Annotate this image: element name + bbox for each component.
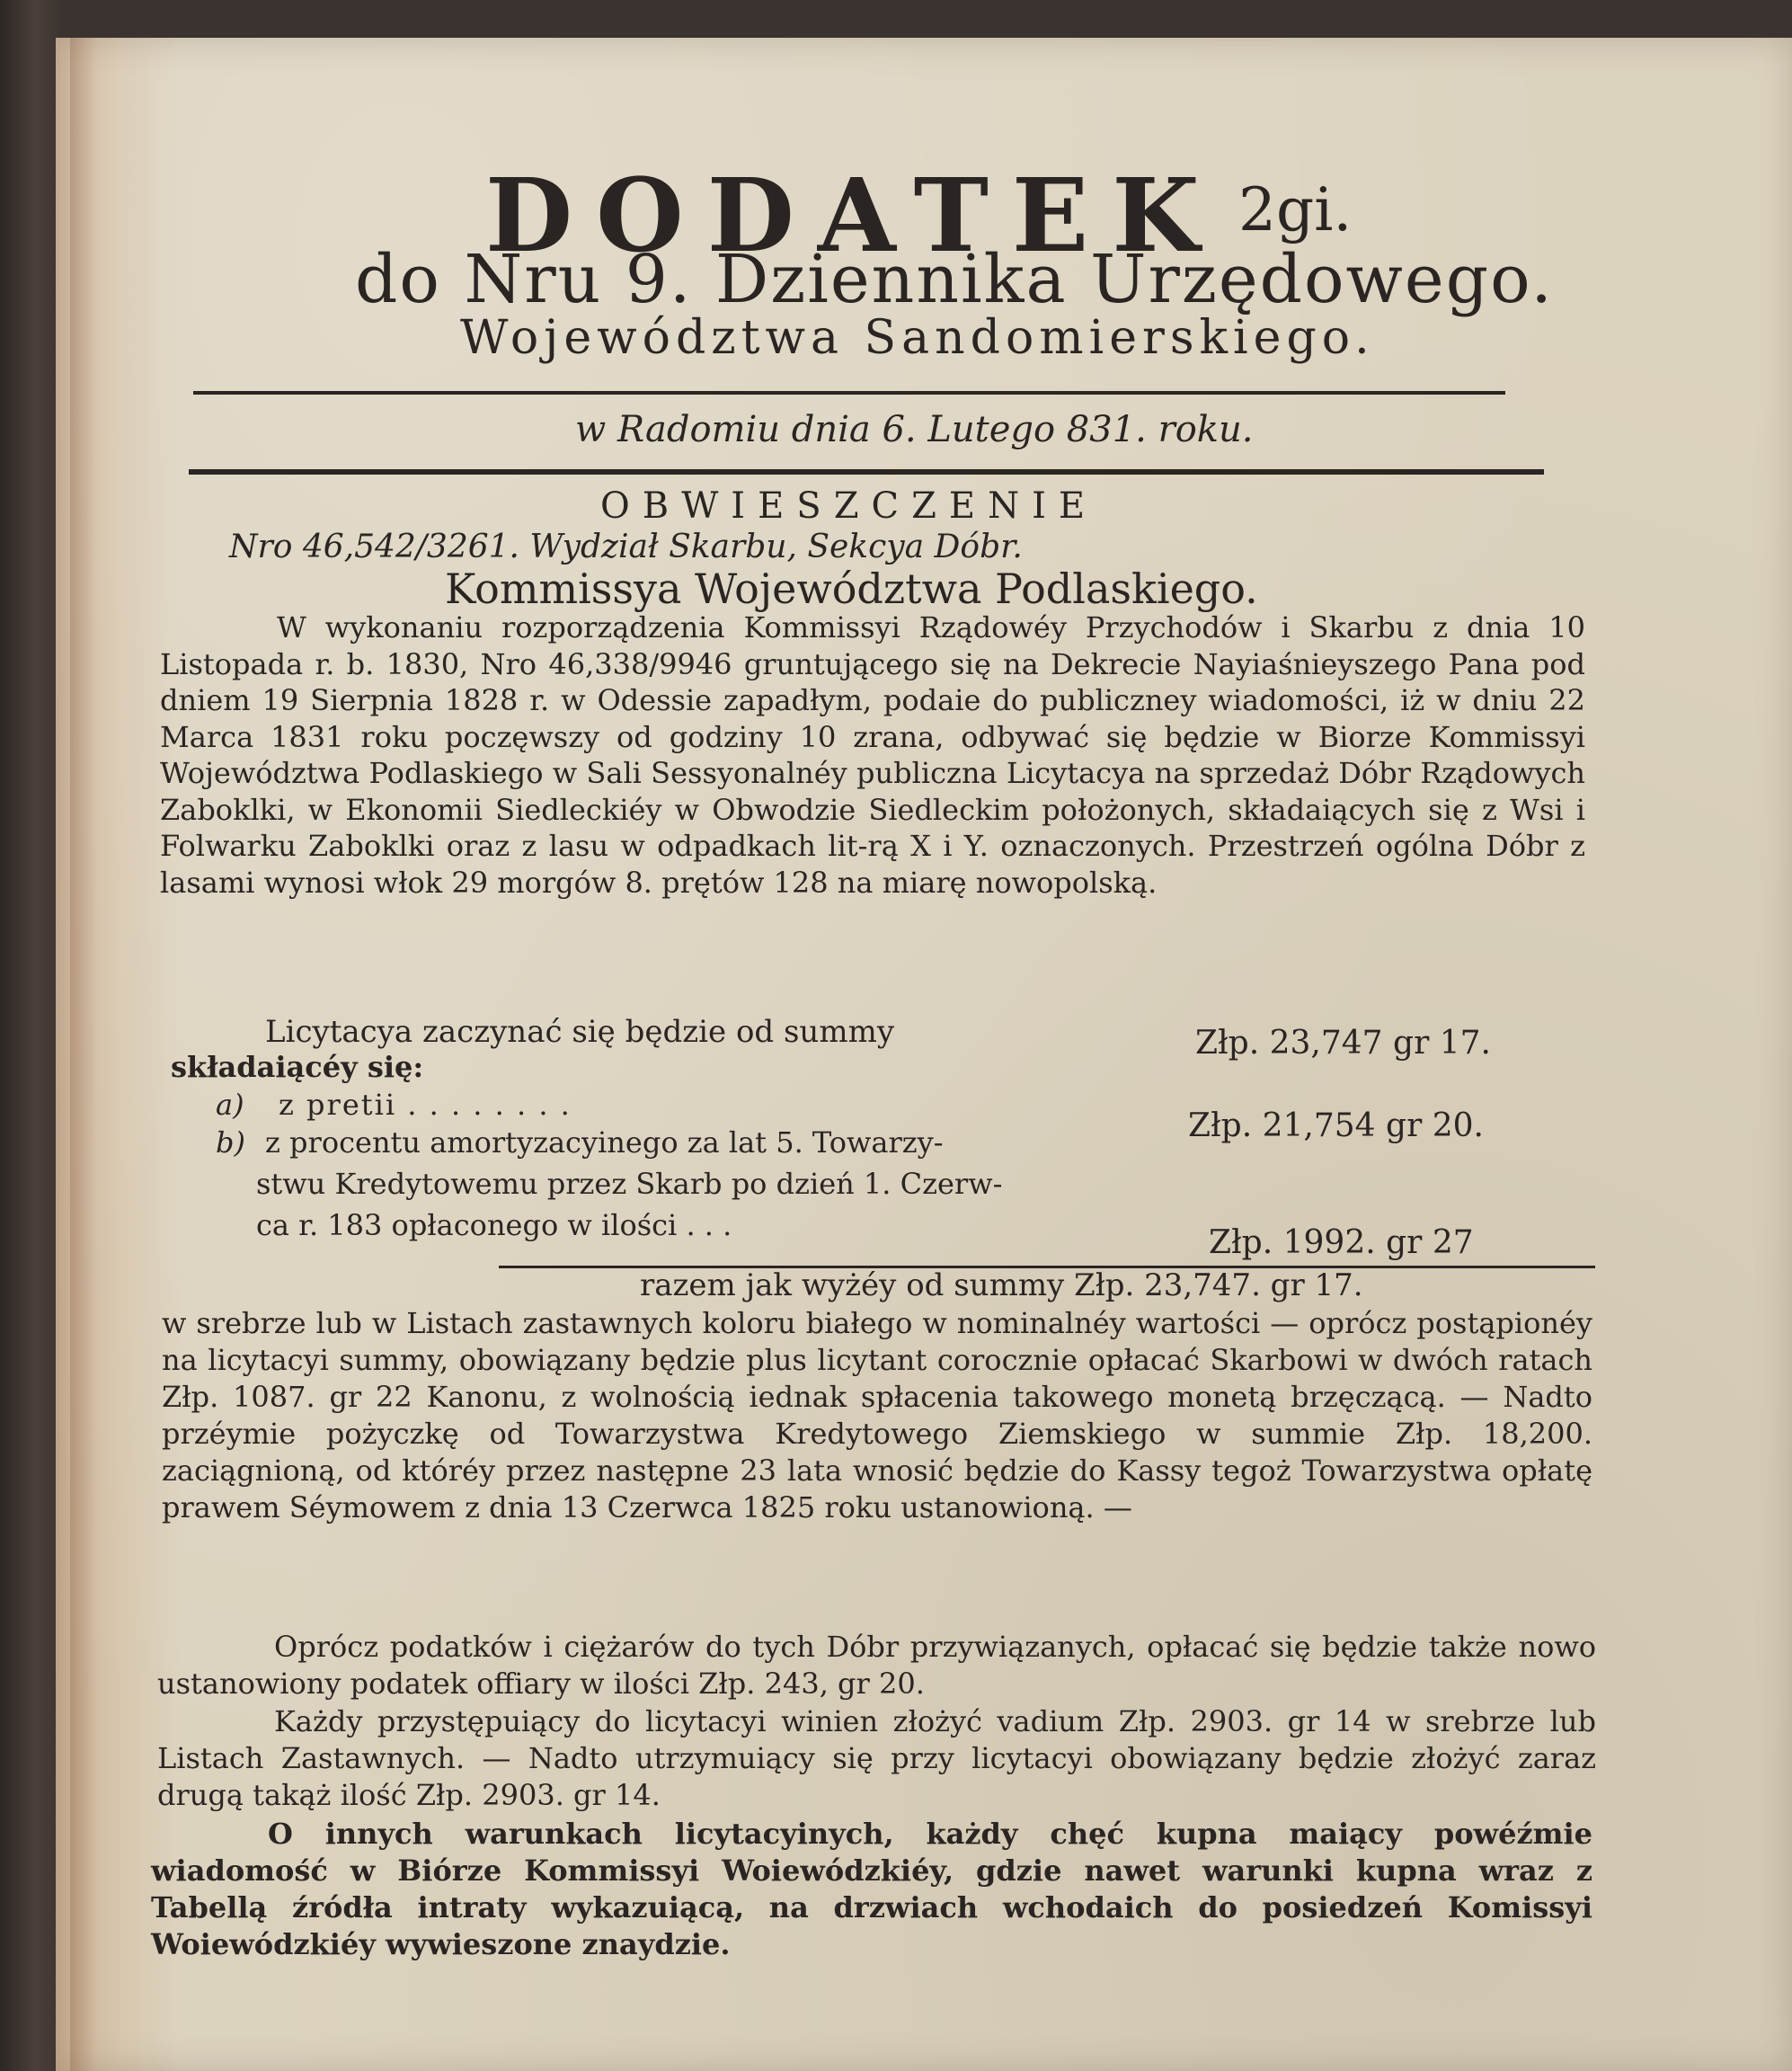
header-rule-top — [193, 391, 1505, 395]
item-a-text: z pretii . . . . . . . . — [279, 1088, 572, 1122]
item-a-label: a) — [216, 1088, 244, 1122]
auction-composition-label: składaiącéy się: — [171, 1050, 424, 1084]
notice-heading: OBWIESZCZENIE — [600, 485, 1098, 527]
item-b-amount: Złp. 1992. gr 27 — [1209, 1224, 1474, 1261]
auction-start-amount: Złp. 23,747 gr 17. — [1195, 1025, 1491, 1062]
item-b-label: b) — [216, 1125, 245, 1160]
item-b-line-3: ca r. 183 opłaconego w ilości . . . — [256, 1208, 732, 1242]
item-b-line-2: stwu Kredytowemu przez Skarb po dzień 1. Czerw- — [256, 1167, 1003, 1201]
supplement-number: 2gi. — [1238, 175, 1353, 244]
header-rule-bottom — [189, 469, 1544, 475]
document-subtitle: do Nru 9. Dziennika Urzędowego. — [355, 241, 1554, 318]
notice-paragraph-4: Każdy przystępuiący do licytacyi winien złożyć vadium Złp. 2903. gr 14 w srebrze lub Listach Zastawnych. — Nadto utrzymuiący się przy licytacyi obowiązany będzie złożyć zaraz drugą takąż ilość Złp. 2903. gr 14. — [157, 1704, 1596, 1812]
dateline: w Radomiu dnia 6. Lutego 831. roku. — [575, 409, 1254, 450]
total-line: razem jak wyżéy od summy Złp. 23,747. gr 17. — [640, 1267, 1363, 1303]
page-fold-shadow — [70, 38, 97, 2071]
item-b-line-1: z procentu amortyzacyinego za lat 5. Towarzy- — [265, 1125, 944, 1160]
notice-paragraph-3: Oprócz podatków i ciężarów do tych Dóbr przywiązanych, opłacać się będzie także nowo ustanowiony podatek offiary w ilości Złp. 243, gr 20. — [157, 1630, 1596, 1701]
document-region: Województwa Sandomierskiego. — [460, 311, 1375, 365]
notice-authority: Kommissya Województwa Podlaskiego. — [445, 564, 1258, 613]
item-a-amount: Złp. 21,754 gr 20. — [1188, 1107, 1484, 1144]
notice-reference: Nro 46,542/3261. Wydział Skarbu, Sekcya Dóbr. — [229, 529, 1023, 565]
document-title: DODATEK — [485, 157, 1223, 275]
notice-paragraph-5: O innych warunkach licytacyinych, każdy chęć kupna maiący powéźmie wiadomość w Biórze Kommissyi Woiewódzkiéy, gdzie nawet warunki kupna wraz z Tabellą źródła intraty wykazuiącą, na drzwiach wchodaich do posiedzeń Komissyi Woiewódzkiéy wywieszone znaydzie. — [151, 1817, 1592, 1961]
notice-paragraph-1: W wykonaniu rozporządzenia Kommissyi Rządowéy Przychodów i Skarbu z dnia 10 Listopada r. b. 1830, Nro 46,338/9946 gruntującego się na Dekrecie Nayiaśnieyszego Pana pod dniem 19 Sierpnia 1828 r. w Odessie zapadłym, podaie do publiczney wiadomości, iż w dniu 22 Marca 1831 roku poczęwszy od godziny 10 zrana, odbywać się będzie w Biorze Kommissyi Województwa Podlaskiego w Sali Sessyonalnéy publiczna Licytacya na sprzedaż Dóbr Rządowych Zaboklki, w Ekonomii Siedleckiéy w Obwodzie Siedleckim położonych, składaiących się z Wsi i Folwarku Zaboklki oraz z lasu w odpadkach lit-rą X i Y. oznaczonych. Przestrzeń ogólna Dóbr z lasami wynosi włok 29 morgów 8. prętów 128 na miarę nowopolską. — [160, 610, 1585, 900]
notice-paragraph-2: w srebrze lub w Listach zastawnych koloru białego w nominalnéy wartości — oprócz postąpionéy na licytacyi summy, obowiązany będzie plus licytant corocznie opłacać Skarbowi w dwóch ratach Złp. 1087. gr 22 Kanonu, z wolnością iednak spłacenia takowego monetą brzęczącą. — Nadto przéymie pożyczkę od Towarzystwa Kredytowego Ziemskiego w summie Złp. 18,200. zaciągnioną, od któréy przez następne 23 lata wnosić będzie do Kassy tegoż Towarzystwa opłatę prawem Séymowem z dnia 13 Czerwca 1825 roku ustanowioną. — — [162, 1306, 1592, 1524]
auction-start-line: Licytacya zaczynać się będzie od summy — [265, 1014, 895, 1050]
